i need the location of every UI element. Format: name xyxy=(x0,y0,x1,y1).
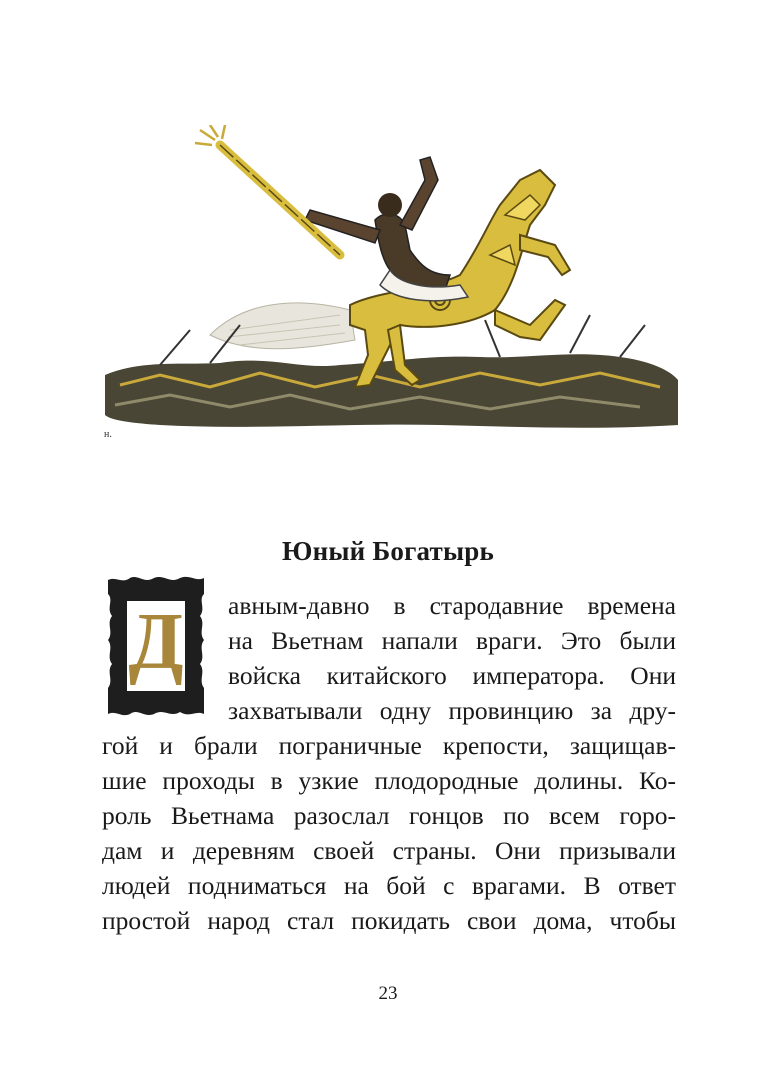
text-line: роль Вьетнама разослал гонцов по всем горо- xyxy=(102,801,676,830)
svg-text:н.: н. xyxy=(104,429,112,440)
drop-cap-letter: Д xyxy=(128,598,184,686)
text-line: дам и деревням своей страны. Они призывали xyxy=(102,836,676,865)
hero-illustration xyxy=(100,125,680,455)
text-line: людей подниматься на бой с врагами. В ответ xyxy=(102,871,676,900)
text-line: на Вьетнам напали враги. Это были xyxy=(228,626,676,655)
text-line: захватывали одну провинцию за дру- xyxy=(228,696,676,725)
page-number: 23 xyxy=(378,983,398,1004)
text-line: авным-давно в стародавние времена xyxy=(228,591,676,620)
text-line: гой и брали пограничные крепости, защищав- xyxy=(102,731,676,760)
text-line: простой народ стал покидать свои дома, чтобы xyxy=(102,906,676,935)
page-title: Юный Богатырь xyxy=(282,536,494,566)
text-line: шие проходы в узкие плодородные долины. Ко- xyxy=(102,766,676,795)
drop-cap xyxy=(104,574,208,718)
text-line: войска китайского императора. Они xyxy=(228,661,676,690)
